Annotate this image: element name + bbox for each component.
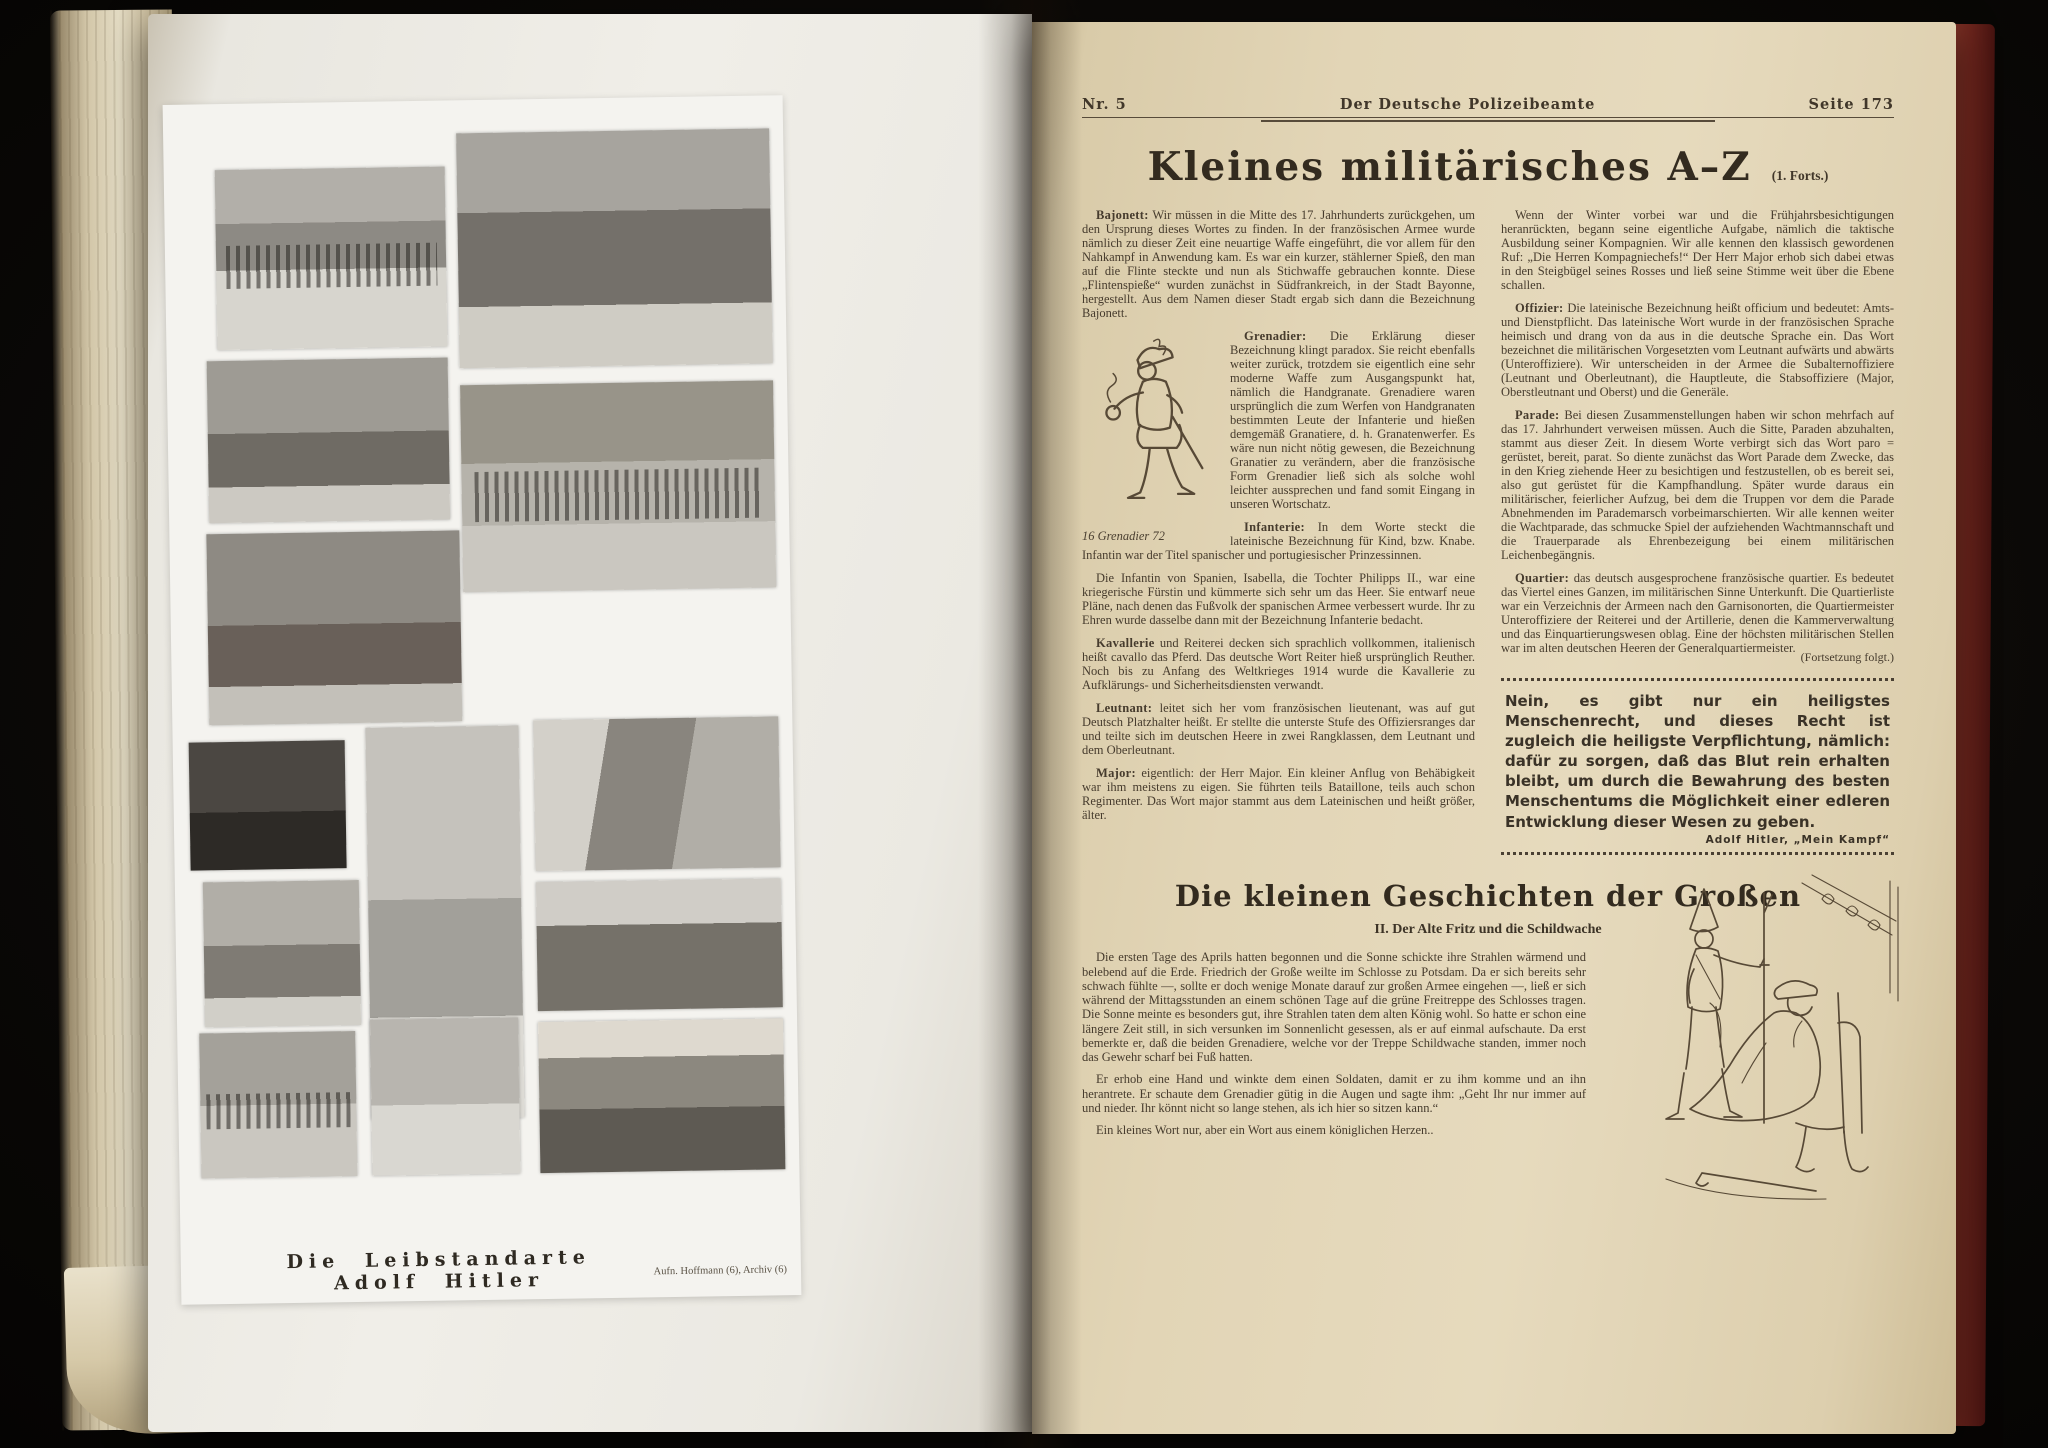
entry-text: Wenn der Winter vorbei war und die Frühjahrsbesichtigungen heranrückten, begann seine eigentliche Aufgabe, nämlich die taktische Ausbildung seiner Kompagnien. Wir alle kennen den klassisch gewordenen Ruf: „Die Herren Kompagniechefs!“ Der Herr Major erhob sich dabei etwas in den Steigbügel seines Rosses und ließ seine Stimme weit über die Ebene schallen. (1501, 207, 1894, 292)
entry-bajonett (1082, 208, 1475, 320)
entry-term: Kavallerie (1096, 635, 1155, 650)
entry-major (1082, 766, 1475, 822)
story-paragraph: Ein kleines Wort nur, aber ein Wort aus einem königlichen Herzen.. (1096, 1123, 1434, 1138)
photo-marching-column (456, 128, 772, 368)
photo-parade-review (215, 167, 448, 350)
photo-hall-equipment (538, 1018, 785, 1173)
entry-text: eigentlich: der Herr Major. Ein kleiner Anflug von Behäbigkeit war ihm meistens zu eigen. Sie führten teils Bataillone, teils auch schon Regimenter. Das Wort major stammt aus dem Lateinischen und heißt größer, älter. (1082, 765, 1475, 822)
entry-text: das deutsch ausgesprochene französische quartier. Es bedeutet das Viertel eines Ganzen, im militärischen Sinne Unterkunft. Die Quartierliste war ein Verzeichnis der Armeen nach den Garnisonorten, die Quartiermeister Unteroffiziere der Reiterei und der Artillerie, denen die Kammerverwaltung und das Einquartierungswesen oblag. Eine der höchsten militärischen Stellen war im alten deutschen Heeren der Generalquartiermeister. (1501, 570, 1895, 655)
entry-term: Infanterie: (1244, 519, 1305, 534)
story-paragraph: Die ersten Tage des Aprils hatten begonnen und die Sonne schickte ihre Strahlen wärmend und belebend auf die Erde. Friedrich der Große weilte im Schlosse zu Potsdam. Da er sich bereits sehr schwach fühlte —, sollte er doch wenige Monate darauf zur großen Armee eingehen —, ließ er sich während der Mittagsstunden an einem schönen Tage auf die grüne Freitreppe des Schlosses tragen. Die Sonne meinte es besonders gut, ihre Strahlen taten dem alten König wohl. So hatte er schon eine längere Zeit still, in sich versunken im Sonnenlicht gesessen, als er auf einmal aufschaute. Da erst bemerkte er, daß die beiden Grenadiere, welche vor der Treppe Schildwache standen, immer noch das Gewehr scharf bei Fuß hatten. (1082, 950, 1586, 1065)
grenadier-figure (1082, 333, 1220, 543)
article1-col-right (1501, 208, 1894, 856)
entry-term: Leutnant: (1096, 700, 1153, 715)
right-page (1032, 22, 1956, 1434)
entry-infanterie-2 (1082, 571, 1475, 627)
article1-part-note: (1. Forts.) (1771, 167, 1829, 183)
running-header (1082, 96, 1894, 118)
photo-crowd-march (206, 531, 463, 725)
left-page (148, 14, 1032, 1432)
photo-dark-crowd (189, 740, 347, 871)
article2-title: Die kleinen Geschichten der Großen (1174, 879, 1802, 914)
article1-title: Kleines militärisches A–Z (1147, 143, 1752, 190)
entry-kavallerie (1082, 636, 1475, 692)
quote-box (1501, 678, 1894, 855)
caption-row (197, 1243, 788, 1295)
entry-text: leitet sich her vom französischen lieutenant, was auf gut Deutsch Platzhalter heißt. Er stellte die unterste Stufe des Offiziersranges dar und teilte sich im deutschen Heere in zwei Rangklassen, dem Leutnant und dem Oberleutnant. (1082, 700, 1476, 757)
entry-term: Offizier: (1515, 300, 1564, 315)
entry-text: Die Infantin von Spanien, Isabella, die Tochter Philipps II., war eine kriegerische Fürstin und kümmerte sich sehr um das Heer. Sie entwarf neue Pläne, nach denen das Fußvolk der spanischen Armee verbessert wurde. Ihr zu Ehren wurde dasselbe dann mit der Bezeichnung Infanterie bedacht. (1082, 570, 1475, 627)
article1-title-row (1082, 144, 1894, 190)
photo-credit: Aufn. Hoffmann (6), Archiv (6) (653, 1264, 788, 1278)
montage-caption: Die Leibstandarte Adolf Hitler (286, 1246, 592, 1295)
old-fritz-drawing-icon (1606, 873, 1902, 1217)
article2-body (1082, 950, 1586, 1137)
photo-montage (179, 111, 787, 1240)
entry-text: und Reiterei decken sich sprachlich vollkommen, italienisch heißt cavallo das Pferd. Das deutsche Wort Reiter hieß ursprünglich Reuther. Noch bis zu Anfang des Weltkrieges 1914 wurde die Kavallerie zu Aufklärungs- und Sicherheitsdiensten verwandt. (1082, 635, 1476, 692)
entry-term: Bajonett: (1096, 207, 1149, 222)
photo-indoor-inspection (533, 716, 780, 871)
quote-attribution: Adolf Hitler, „Mein Kampf“ (1705, 833, 1890, 846)
article2 (1082, 879, 1894, 1137)
journal-title: Der Deutsche Polizeibeamte (1339, 96, 1596, 113)
entry-major-continued (1501, 208, 1894, 292)
quote-text: Nein, es gibt nur ein heiligstes Menschenrecht, und dieses Recht ist zugleich die heiligste Verpflichtung, nämlich: dafür zu sorgen, daß das Blut rein erhalten bleibt, um durch die Bewahrung des besten Menschentums die Möglichkeit einer edleren Entwicklung dieser Wesen zu geben. (1505, 691, 1890, 831)
photo-march-flag (206, 357, 450, 523)
entry-text: Die Erklärung dieser Bezeichnung klingt paradox. Sie reicht ebenfalls weiter zurück, trotzdem sie eigentlich eine sehr moderne Waffe zum Ausgangspunkt hat, nämlich die Handgranate. Grenadiere waren ursprünglich die zum Werfen von Handgranaten bestimmten Leute der Infanterie und hießen demgemäß Granatiere, d. h. Granatenwerfer. Es wäre nun nicht nötig gewesen, die Bezeichnung Granatier zu verändern, aber die französische Form Grenadier ließ sich als solche wohl leichter aussprechen und fand somit Eingang in unseren Wortschatz. (1230, 328, 1475, 511)
entry-term: Quartier: (1515, 570, 1570, 585)
grenadier-figure-caption: 16 Grenadier 72 (1082, 528, 1165, 543)
article1-columns (1082, 208, 1894, 856)
entry-leutnant (1082, 701, 1475, 757)
entry-text: Die lateinische Bezeichnung heißt officium und bedeutet: Amts- und Dienstpflicht. Das lateinische Wort wurde in der französischen Sprache heimisch und drang von da aus in die deutsche Sprache ein. Das Wort bezeichnet die militärischen Vorgesetzten vom Leutnant aufwärts und abwärts (Unteroffiziere). Wir unterscheiden in der Armee die Subalternoffiziere (Leutnant und Oberleutnant), die Hauptleute, die Stabsoffiziere (Major, Oberstleutnant und Oberst) und die Generäle. (1501, 300, 1895, 399)
entry-term: Major: (1096, 765, 1136, 780)
article2-subtitle: II. Der Alte Fritz und die Schildwache (1374, 922, 1602, 938)
photo-barracks-street (460, 380, 776, 592)
issue-number: Nr. 5 (1082, 96, 1127, 113)
entry-text: In dem Worte steckt die lateinische Bezeichnung für Kind, bzw. Knabe. Infantin war der Titel spanischer und portugiesischer Prinzessinnen. (1082, 519, 1476, 562)
header-rule (1261, 120, 1716, 122)
story-paragraph: Er erhob eine Hand und winkte dem einen Soldaten, damit er zu ihm komme und an ihn herantrete. Er schaute dem Grenadier gütig in die Augen und sagte ihm: „Geht Ihr nur immer auf und nieder. Ihr könnt nicht so lange stehen, als ich hier so sitzen kann.“ (1082, 1072, 1586, 1115)
continuation-note: (Fortsetzung folgt.) (1800, 649, 1894, 664)
page-number: Seite 173 (1808, 96, 1894, 113)
grenadier-drawing-icon (1082, 333, 1220, 529)
entry-text: Wir müssen in die Mitte des 17. Jahrhunderts zurückgehen, um den Ursprung dieses Wortes zu finden. In der französischen Armee wurde nämlich zu dieser Zeit eine neuartige Waffe eingeführt, die vor allem für den Nahkampf in Anwendung kam. Es war ein kurzer, stählerner Spieß, den man auf die Flinte steckte und nun als Stichwaffe gebrauchen konnte. Diese „Flintenspieße“ wurden zunächst in Südfrankreich, in der Stadt Bayonne, hergestellt. Aus dem Namen dieser Stadt ergab sich dann die Bezeichnung Bajonett. (1082, 207, 1475, 320)
entry-term: Grenadier: (1244, 328, 1307, 343)
photo-two-sentries (370, 1017, 520, 1176)
entry-offizier (1501, 301, 1894, 399)
photo-montage-sheet (163, 95, 802, 1305)
right-page-content (1082, 96, 1894, 1398)
article1-col-left (1082, 208, 1475, 856)
photo-hall-group (536, 879, 783, 1012)
entry-text: Bei diesen Zusammenstellungen haben wir schon mehrfach auf das 17. Jahrhundert verweisen müssen. Auch die Sitte, Paraden abzuhalten, stammt aus dieser Zeit. In diesem Worte verbirgt sich das Wort paro = gerüstet, bereit, parat. So diente zunächst das Wort Parade dem Zwecke, das in den Krieg ziehende Heer zu besichtigen und festzustellen, ob es bereit sei, also gut gerüstet für die Kampfhandlung. Später wurde daraus ein militärischer, feierlicher Aufzug, bei dem die Truppen vor dem die Parade Abnehmenden im Parademarsch vorbeimarschierten. Wir alle kennen weiter die Wachtparade, das schmucke Spiel der aufziehenden Wachtmannschaft und die Trauerparade als Ehrenbezeigung bei einem militärischen Leichenbegängnis. (1501, 407, 1894, 562)
entry-term: Parade: (1515, 407, 1560, 422)
old-fritz-illustration (1606, 873, 1902, 1217)
entry-quartier (1501, 571, 1894, 655)
entry-parade (1501, 408, 1894, 562)
photo-ranks-building (199, 1031, 358, 1179)
photo-officers-walking (203, 880, 362, 1028)
